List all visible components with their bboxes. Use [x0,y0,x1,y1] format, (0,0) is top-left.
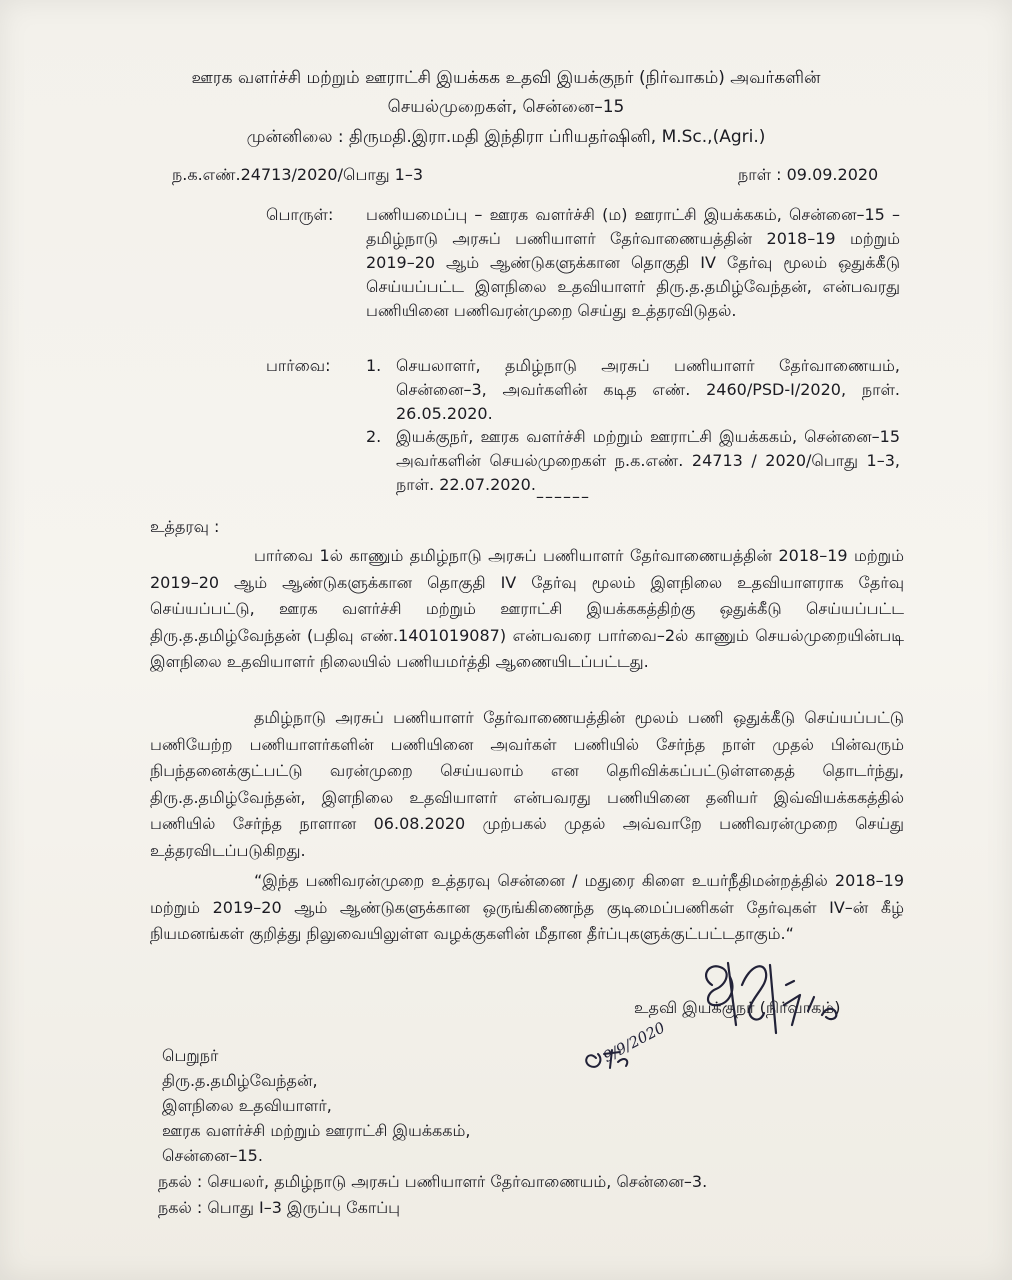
reference-item: இயக்குநர், ஊரக வளர்ச்சி மற்றும் ஊராட்சி இயக்ககம், சென்னை–15 அவர்களின் செயல்முறைகள் ந.க.எண். 24713 / 2020/பொது 1–3, நாள். 22.07.2020. [396,427,900,494]
reference-item: செயலாளர், தமிழ்நாடு அரசுப் பணியாளர் தேர்வாணையம், சென்னை–3, அவர்களின் கடித எண். 2460/PSD-I/2020, நாள். 26.05.2020. [396,356,900,423]
file-number: ந.க.எண்.24713/2020/பொது 1–3 [172,165,424,184]
signature-mark [690,955,870,1040]
signatory-designation: உதவி இயக்குநர் (நிர்வாகம்) [634,998,841,1017]
header-title: ஊரக வளர்ச்சி மற்றும் ஊராட்சி இயக்கக உதவி இயக்குநர் (நிர்வாகம்) அவர்களின் [191,68,821,88]
recipient-line: திரு.த.தமிழ்வேந்தன், [162,1071,318,1090]
header-presence: முன்னிலை : திருமதி.இரா.மதி இந்திரா ப்ரியதர்ஷினி, M.Sc.,(Agri.) [246,127,766,147]
recipient-label: பெறுநர் [162,1046,219,1065]
header-subtitle: செயல்முறைகள், சென்னை–15 [387,97,625,117]
reference-number: 1. [366,356,382,375]
copy-line: நகல் : செயலர், தமிழ்நாடு அரசுப் பணியாளர் தேர்வாணையம், சென்னை–3. [158,1172,708,1191]
order-date: நாள் : 09.09.2020 [738,165,879,184]
received-date: 9/9/2020 [600,1018,668,1066]
recipient-line: ஊரக வளர்ச்சி மற்றும் ஊராட்சி இயக்ககம், [162,1121,471,1140]
references-label: பார்வை: [266,356,331,375]
order-paragraph: “இந்த பணிவரன்முறை உத்தரவு சென்னை / மதுரை கிளை உயர்நீதிமன்றத்தில் 2018–19 மற்றும் 2019–20 ஆம் ஆண்டுகளுக்கான ஒருங்கிணைந்த குடிமைப்பணிகள் தேர்வுகள் IV–ன் கீழ் நியமனங்கள் குறித்து நிலுவையிலுள்ள வழக்குகளின் மீதான தீர்ப்புகளுக்குட்பட்டதாகும்.“ [150,871,904,943]
divider: –––––– [536,487,590,506]
subject-label: பொருள்: [266,205,334,224]
order-heading: உத்தரவு : [150,517,220,536]
order-paragraph: தமிழ்நாடு அரசுப் பணியாளர் தேர்வாணையத்தின் மூலம் பணி ஒதுக்கீடு செய்யப்பட்டு பணியேற்ற பணியாளர்களின் பணியினை அவர்கள் பணியில் சேர்ந்த நாள் முதல் பின்வரும் நிபந்தனைக்குட்பட்டு வரன்முறை செய்யலாம் என தெரிவிக்கப்பட்டுள்ளதைத் தொடர்ந்து, திரு.த.தமிழ்வேந்தன், இளநிலை உதவியாளர் என்பவரது பணியினை தனியர் இவ்வியக்ககத்தில் பணியில் சேர்ந்த நாளான 06.08.2020 முற்பகல் முதல் அவ்வாறே பணிவரன்முறை செய்து உத்தரவிடப்படுகிறது. [150,708,904,860]
recipient-line: சென்னை–15. [162,1146,263,1165]
reference-number: 2. [366,427,382,446]
subject-text: பணியமைப்பு – ஊரக வளர்ச்சி (ம) ஊராட்சி இயக்ககம், சென்னை–15 – தமிழ்நாடு அரசுப் பணியாளர் தேர்வாணையத்தின் 2018–19 மற்றும் 2019–20 ஆம் ஆண்டுகளுக்கான தொகுதி IV தேர்வு மூலம் ஒதுக்கீடு செய்யப்பட்ட இளநிலை உதவியாளர் திரு.த.தமிழ்வேந்தன், என்பவரது பணியினை பணிவரன்முறை செய்து உத்தரவிடுதல். [366,205,900,320]
copy-line: நகல் : பொது I–3 இருப்பு கோப்பு [158,1198,401,1217]
order-paragraph: பார்வை 1ல் காணும் தமிழ்நாடு அரசுப் பணியாளர் தேர்வாணையத்தின் 2018–19 மற்றும் 2019–20 ஆம் ஆண்டுகளுக்கான தொகுதி IV தேர்வு மூலம் இளநிலை உதவியாளராக தேர்வு செய்யப்பட்டு, ஊரக வளர்ச்சி மற்றும் ஊராட்சி இயக்ககத்திற்கு ஒதுக்கீடு செய்யப்பட்ட திரு.த.தமிழ்வேந்தன் (பதிவு எண்.1401019087) என்பவரை பார்வை–2ல் காணும் செயல்முறையின்படி இளநிலை உதவியாளர் நிலையில் பணியமர்த்தி ஆணையிடப்பட்டது. [150,546,904,671]
recipient-line: இளநிலை உதவியாளர், [162,1096,332,1115]
